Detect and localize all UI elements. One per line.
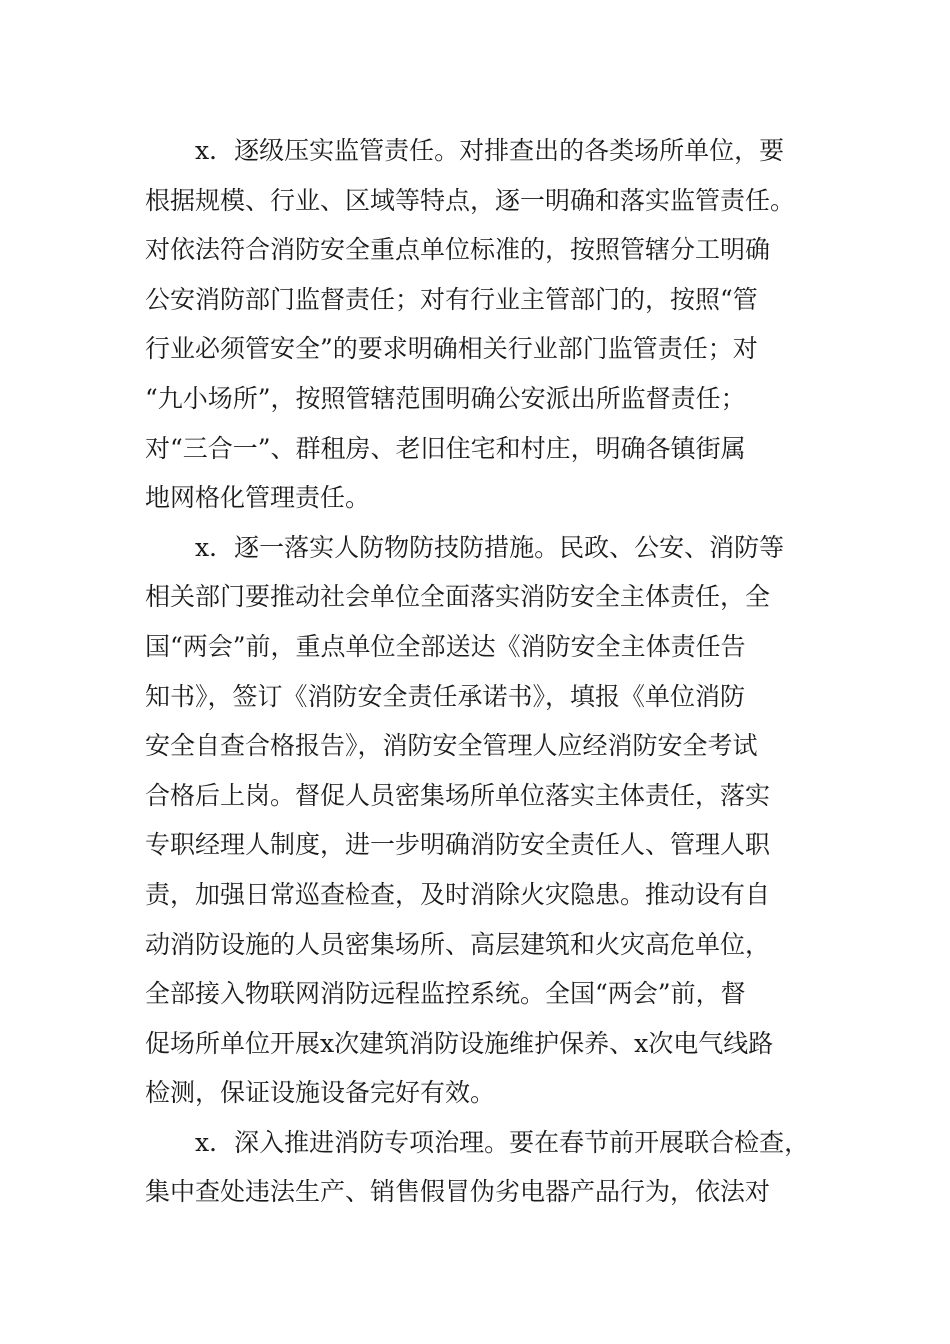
paragraph-1-line: 公安消防部门监督责任；对有行业主管部门的，按照“管 <box>145 284 758 314</box>
paragraph-1-line: x．逐级压实监管责任。对排查出的各类场所单位，要 <box>195 136 785 165</box>
paragraph-2-line: 专职经理人制度，进一步明确消防安全责任人、管理人职 <box>145 830 771 860</box>
paragraph-1-line: “九小场所”，按照管辖范围明确公安派出所监督责任； <box>145 383 746 413</box>
paragraph-2-line: 知书》，签订《消防安全责任承诺书》，填报《单位消防 <box>145 681 746 711</box>
paragraph-3-line: 集中查处违法生产、销售假冒伪劣电器产品行为，依法对 <box>145 1177 771 1207</box>
paragraph-2-line: 国“两会”前，重点单位全部送达《消防安全主体责任告 <box>145 631 746 661</box>
paragraph-2-line: 全部接入物联网消防远程监控系统。全国“两会”前，督 <box>145 979 746 1009</box>
paragraph-1-line: 行业必须管安全”的要求明确相关行业部门监管责任；对 <box>145 334 758 364</box>
paragraph-1-line: 对依法符合消防安全重点单位标准的，按照管辖分工明确 <box>145 235 771 265</box>
paragraph-2-line: 相关部门要推动社会单位全面落实消防安全主体责任，全 <box>145 582 771 612</box>
paragraph-1-line: 地网格化管理责任。 <box>145 483 371 513</box>
document-body <box>145 126 825 1217</box>
paragraph-2-line: 责，加强日常巡查检查，及时消除火灾隐患。推动设有自 <box>145 879 771 909</box>
paragraph-2-line: x．逐一落实人防物防技防措施。民政、公安、消防等 <box>195 532 785 562</box>
paragraph-1-line: 根据规模、行业、区域等特点，逐一明确和落实监管责任。 <box>145 185 796 215</box>
paragraph-1-line: 对“三合一”、群租房、老旧住宅和村庄，明确各镇街属 <box>145 433 746 463</box>
paragraph-2-line: 合格后上岗。督促人员密集场所单位落实主体责任，落实 <box>145 780 771 810</box>
paragraph-2-line: 检测，保证设施设备完好有效。 <box>145 1078 496 1108</box>
paragraph-2-line: 促场所单位开展x次建筑消防设施维护保养、x次电气线路 <box>145 1028 774 1058</box>
paragraph-3-line: x．深入推进消防专项治理。要在春节前开展联合检查， <box>195 1127 810 1157</box>
paragraph-2-line: 安全自查合格报告》，消防安全管理人应经消防安全考试 <box>145 731 758 761</box>
paragraph-2-line: 动消防设施的人员密集场所、高层建筑和火灾高危单位， <box>145 929 771 959</box>
